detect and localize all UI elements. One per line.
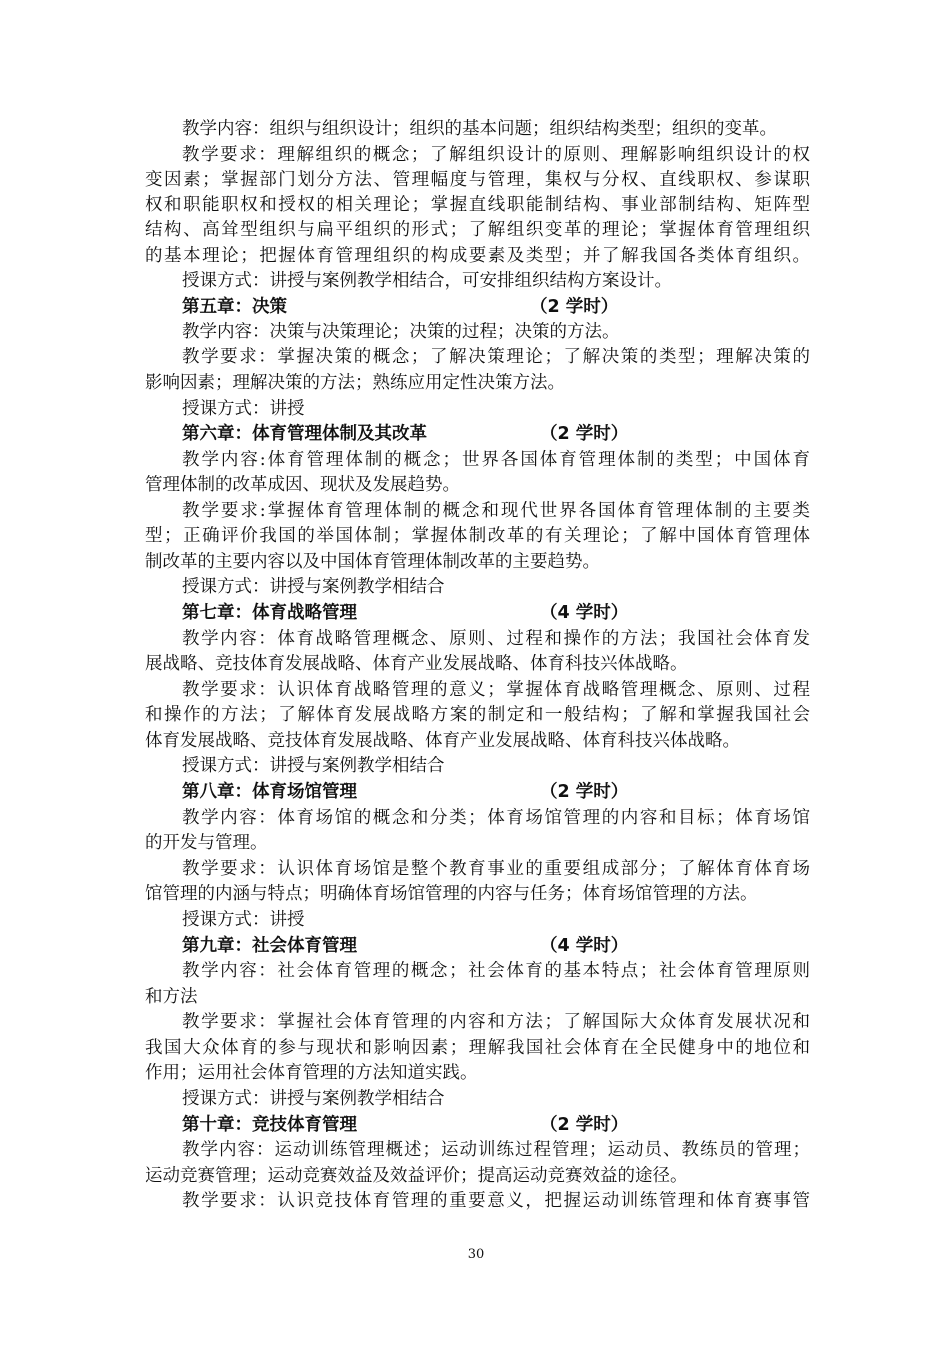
paragraph-line: 教学要求：理解组织的概念；了解组织设计的原则、理解影响组织设计的权 (182, 145, 810, 165)
chapter-9-hours: （4 学时） (540, 936, 629, 956)
paragraph-line: 教学要求：掌握决策的概念；了解决策理论；了解决策的类型；理解决策的 (182, 347, 810, 367)
paragraph-line: 制改革的主要内容以及中国体育管理体制改革的主要趋势。 (145, 552, 600, 572)
paragraph-line: 变因素；掌握部门划分方法、管理幅度与管理，集权与分权、直线职权、参谋职 (145, 170, 810, 190)
paragraph-line: 的开发与管理。 (145, 833, 268, 853)
chapter-8-heading: 第八章：体育场馆管理 (182, 782, 357, 802)
paragraph-line: 教学内容：运动训练管理概述；运动训练过程管理；运动员、教练员的管理； (182, 1140, 810, 1160)
paragraph-line: 影响因素；理解决策的方法；熟练应用定性决策方法。 (145, 373, 565, 393)
paragraph-line: 授课方式：讲授 (182, 910, 305, 930)
paragraph-line: 教学内容：体育战略管理概念、原则、过程和操作的方法；我国社会体育发 (182, 629, 810, 649)
paragraph-line: 运动竞赛管理；运动竞赛效益及效益评价；提高运动竞赛效益的途径。 (145, 1166, 688, 1186)
paragraph-line: 体育发展战略、竞技体育发展战略、体育产业发展战略、体育科技兴体战略。 (145, 731, 740, 751)
paragraph-line: 授课方式：讲授与案例教学相结合 (182, 1089, 445, 1109)
chapter-6-heading: 第六章：体育管理体制及其改革 (182, 424, 427, 444)
chapter-7-heading: 第七章：体育战略管理 (182, 603, 357, 623)
chapter-5-heading: 第五章：决策 (182, 297, 287, 317)
paragraph-line: 教学要求:掌握体育管理体制的概念和现代世界各国体育管理体制的主要类 (182, 501, 810, 521)
paragraph-line: 授课方式：讲授 (182, 399, 305, 419)
paragraph-line: 作用；运用社会体育管理的方法知道实践。 (145, 1063, 478, 1083)
paragraph-line: 教学要求：认识体育战略管理的意义；掌握体育战略管理概念、原则、过程 (182, 680, 810, 700)
paragraph-line: 的基本理论；把握体育管理组织的构成要素及类型；并了解我国各类体育组织。 (145, 246, 810, 266)
paragraph-line: 教学要求：掌握社会体育管理的内容和方法；了解国际大众体育发展状况和 (182, 1012, 810, 1032)
chapter-9-heading: 第九章：社会体育管理 (182, 936, 357, 956)
paragraph-line: 教学内容：组织与组织设计；组织的基本问题；组织结构类型；组织的变革。 (182, 119, 777, 139)
chapter-7-hours: （4 学时） (540, 603, 629, 623)
paragraph-line: 授课方式：讲授与案例教学相结合，可安排组织结构方案设计。 (182, 271, 672, 291)
paragraph-line: 权和职能职权和授权的相关理论；掌握直线职能制结构、事业部制结构、矩阵型 (145, 195, 810, 215)
paragraph-line: 型；正确评价我国的举国体制；掌握体制改革的有关理论；了解中国体育管理体 (145, 526, 810, 546)
paragraph-line: 教学内容：体育场馆的概念和分类；体育场馆管理的内容和目标；体育场馆 (182, 808, 810, 828)
chapter-10-hours: （2 学时） (540, 1115, 629, 1135)
paragraph-line: 我国大众体育的参与现状和影响因素；理解我国社会体育在全民健身中的地位和 (145, 1038, 810, 1058)
chapter-8-hours: （2 学时） (540, 782, 629, 802)
paragraph-line: 馆管理的内涵与特点；明确体育场馆管理的内容与任务；体育场馆管理的方法。 (145, 884, 758, 904)
paragraph-line: 授课方式：讲授与案例教学相结合 (182, 577, 445, 597)
paragraph-line: 教学内容：社会体育管理的概念；社会体育的基本特点；社会体育管理原则 (182, 961, 810, 981)
chapter-10-heading: 第十章：竞技体育管理 (182, 1115, 357, 1135)
paragraph-line: 结构、高耸型组织与扁平组织的形式；了解组织变革的理论；掌握体育管理组织 (145, 220, 810, 240)
chapter-6-hours: （2 学时） (540, 424, 629, 444)
paragraph-line: 展战略、竞技体育发展战略、体育产业发展战略、体育科技兴体战略。 (145, 654, 688, 674)
paragraph-line: 授课方式：讲授与案例教学相结合 (182, 756, 445, 776)
paragraph-line: 教学要求：认识竞技体育管理的重要意义，把握运动训练管理和体育赛事管 (182, 1191, 810, 1211)
paragraph-line: 管理体制的改革成因、现状及发展趋势。 (145, 475, 460, 495)
paragraph-line: 教学要求：认识体育场馆是整个教育事业的重要组成部分；了解体育体育场 (182, 859, 810, 879)
paragraph-line: 和操作的方法；了解体育发展战略方案的制定和一般结构；了解和掌握我国社会 (145, 705, 810, 725)
page-number: 30 (467, 1247, 485, 1262)
paragraph-line: 教学内容:体育管理体制的概念；世界各国体育管理体制的类型；中国体育 (182, 450, 810, 470)
paragraph-line: 和方法 (145, 987, 198, 1007)
chapter-5-hours: （2 学时） (530, 297, 619, 317)
paragraph-line: 教学内容：决策与决策理论；决策的过程；决策的方法。 (182, 322, 620, 342)
